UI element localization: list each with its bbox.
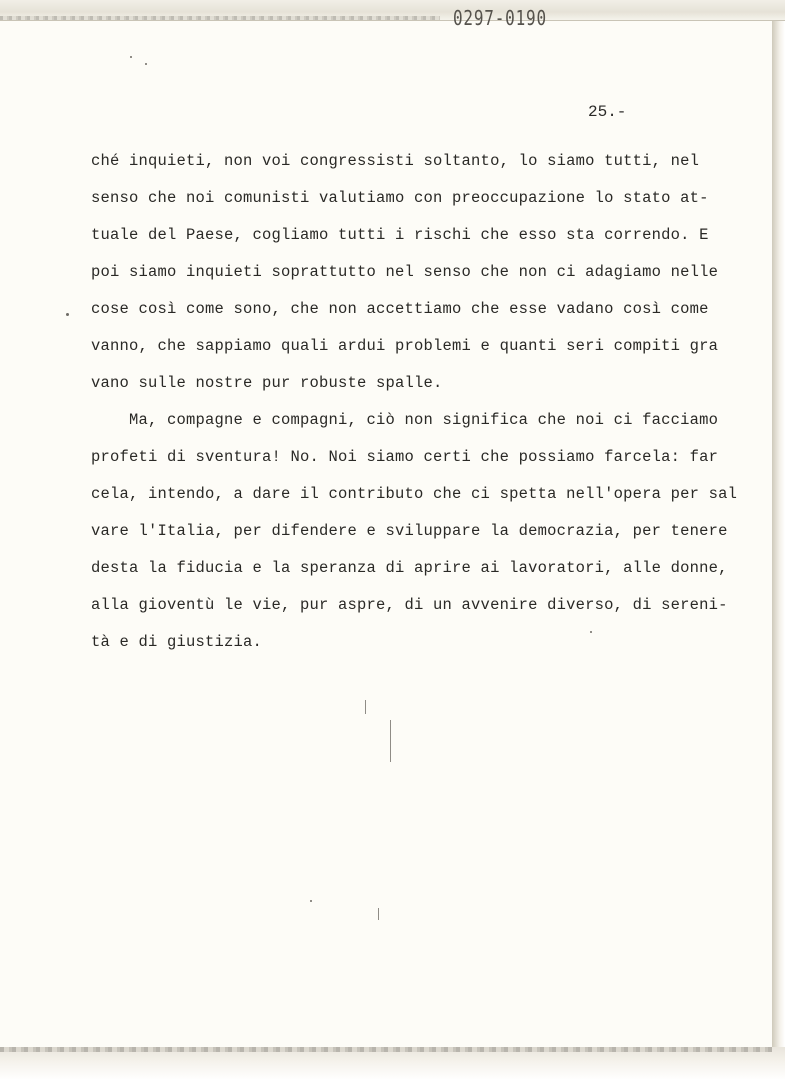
text-line: cela, intendo, a dare il contributo che ci spetta nell'opera per sal [91, 485, 738, 503]
pencil-mark [378, 908, 379, 920]
archive-code: 0297-0190 [453, 6, 547, 30]
text-line: tuale del Paese, cogliamo tutti i rischi che esso sta correndo. E [91, 226, 709, 244]
bottom-torn-edge [0, 1047, 772, 1052]
pencil-mark [365, 700, 366, 714]
page-number: 25.- [588, 103, 627, 121]
typewritten-text [91, 147, 751, 665]
text-line: Ma, compagne e compagni, ciò non significa che noi ci facciamo [91, 411, 719, 429]
text-line: profeti di sventura! No. Noi siamo certi che possiamo farcela: far [91, 448, 719, 466]
text-line: senso che noi comunisti valutiamo con preoccupazione lo stato at- [91, 189, 709, 207]
dust-speck [590, 631, 592, 633]
dust-speck [130, 56, 132, 58]
dust-speck [66, 313, 69, 316]
page-edge-shadow [772, 0, 785, 1080]
text-line: ché inquieti, non voi congressisti soltanto, lo siamo tutti, nel [91, 152, 700, 170]
text-line: alla gioventù le vie, pur aspre, di un avvenire diverso, di sereni- [91, 596, 728, 614]
text-line: vare l'Italia, per difendere e sviluppare la democrazia, per tenere [91, 522, 728, 540]
text-line: vano sulle nostre pur robuste spalle. [91, 374, 443, 392]
top-torn-edge [0, 16, 440, 20]
text-line: cose così come sono, che non accettiamo che esse vadano così come [91, 300, 709, 318]
pencil-mark [390, 720, 391, 762]
text-line: vanno, che sappiamo quali ardui problemi e quanti seri compiti gra [91, 337, 719, 355]
dust-speck [145, 63, 147, 65]
text-line: tà e di giustizia. [91, 633, 263, 651]
dust-speck [310, 900, 312, 902]
text-line: poi siamo inquieti soprattutto nel senso che non ci adagiamo nelle [91, 263, 719, 281]
text-line: desta la fiducia e la speranza di aprire ai lavoratori, alle donne, [91, 559, 728, 577]
